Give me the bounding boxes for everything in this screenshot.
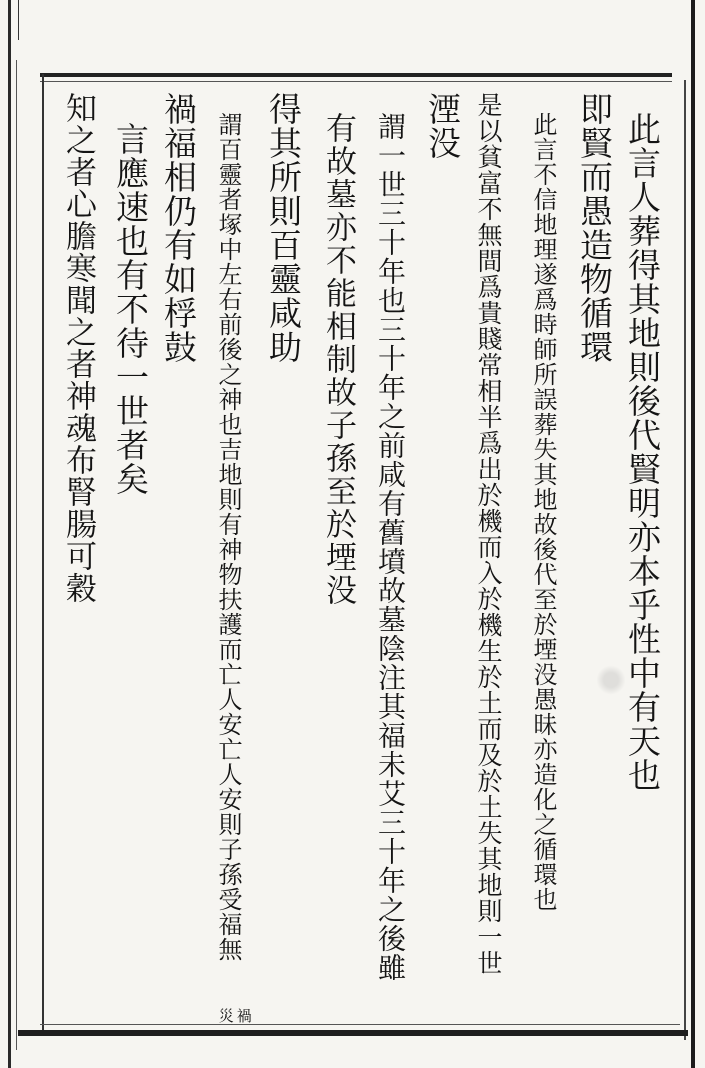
ink-smudge bbox=[597, 660, 625, 700]
top-frame-inner-rule bbox=[40, 81, 672, 82]
text-column-9-note: 禍 bbox=[234, 1008, 253, 1023]
bottom-frame-inner-rule bbox=[40, 1024, 680, 1025]
left-frame-rule bbox=[42, 74, 44, 1032]
text-column-1: 此言人葬得其地則後代賢明亦本乎性中有天也 bbox=[623, 112, 662, 792]
text-column-10: 禍福相仍有如桴鼓 bbox=[159, 92, 198, 364]
text-column-12: 知之者心膽寒聞之者神魂布腎腸可穀 bbox=[60, 92, 96, 604]
right-binding-edge bbox=[691, 0, 695, 1068]
left-binding-edge bbox=[8, 0, 11, 1068]
top-frame-rule bbox=[40, 73, 672, 77]
text-column-8: 得其所則百靈咸助 bbox=[264, 92, 303, 364]
text-column-2: 即賢而愚造物循環 bbox=[575, 92, 614, 364]
text-column-6: 謂一世三十年也三十年之前咸有舊墳故墓陰注其福未艾三十年之後雖 bbox=[374, 112, 407, 982]
text-column-11: 言應速也有不待一世者矣 bbox=[111, 122, 150, 496]
bottom-frame-rule bbox=[18, 1030, 688, 1036]
text-column-4: 是以貧富不無間爲貴賤常相半爲出於機而入於機生於土而及於土失其地則一世 bbox=[474, 92, 503, 976]
text-column-7: 有故墓亦不能相制故子孫至於堙没 bbox=[320, 112, 356, 607]
left-margin-line bbox=[16, 60, 17, 1050]
header-tick-mark bbox=[18, 0, 19, 40]
text-column-3: 此言不信地理遂爲時師所誤葬失其地故後代至於堙没愚昧亦造化之循環也 bbox=[529, 112, 557, 912]
text-column-9: 謂百靈者塚中左右前後之神也吉地則有神物扶護而亡人安亡人安則子孫受福無 bbox=[214, 112, 242, 962]
right-frame-line bbox=[684, 80, 686, 1040]
text-column-9-note-2: 災 bbox=[216, 1008, 235, 1023]
text-column-5: 湮没 bbox=[423, 92, 462, 160]
